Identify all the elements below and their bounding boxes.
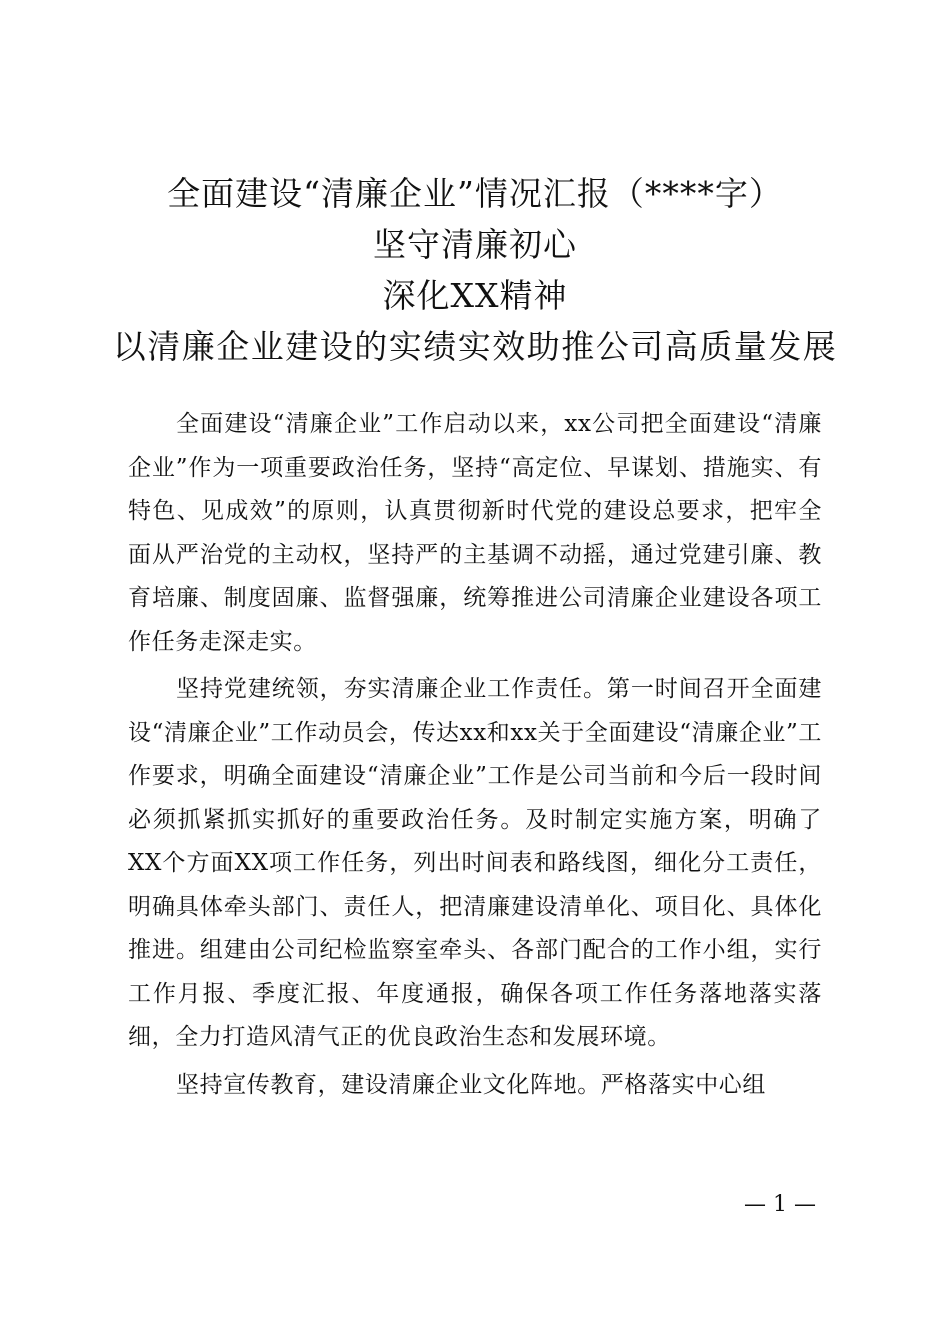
paragraph-party-leadership: 坚持党建统领，夯实清廉企业工作责任。第一时间召开全面建设“清廉企业”工作动员会，传达xx和xx关于全面建设“清廉企业”工作要求，明确全面建设“清廉企业”工作是公司当前和今后一段时间必须抓紧抓实抓好的重要政治任务。及时制定实施方案，明确了XX个方面XX项工作任务，列出时间表和路线图，细化分工责任，明确具体牵头部门、责任人，把清廉建设清单化、项目化、具体化推进。组建由公司纪检监察室牵头、各部门配合的工作小组，实行工作月报、季度汇报、年度通报，确保各项工作任务落地落实落细，全力打造风清气正的优良政治生态和发展环境。 (128, 676, 822, 1050)
subtitle-line-2: 深化XX精神 (382, 276, 568, 315)
paragraph-intro: 全面建设“清廉企业”工作启动以来，xx公司把全面建设“清廉企业”作为一项重要政治任务，坚持“高定位、早谋划、措施实、有特色、见成效”的原则，认真贯彻新时代党的建设总要求，把牢全面从严治党的主动权，坚持严的主基调不动摇，通过党建引廉、教育培廉、制度固廉、监督强廉，统筹推进公司清廉企业建设各项工作任务走深走实。 (128, 411, 822, 655)
document-body (128, 403, 822, 1111)
title-block (110, 168, 840, 372)
document-title: 全面建设“清廉企业”情况汇报（****字） (167, 174, 783, 213)
subtitle-line-3: 以清廉企业建设的实绩实效助推公司高质量发展 (112, 327, 838, 366)
subtitle-line-1: 坚守清廉初心 (373, 225, 577, 264)
paragraph-education: 坚持宣传教育，建设清廉企业文化阵地。严格落实中心组 (176, 1071, 766, 1098)
page-number: — 1 — (744, 1192, 816, 1217)
